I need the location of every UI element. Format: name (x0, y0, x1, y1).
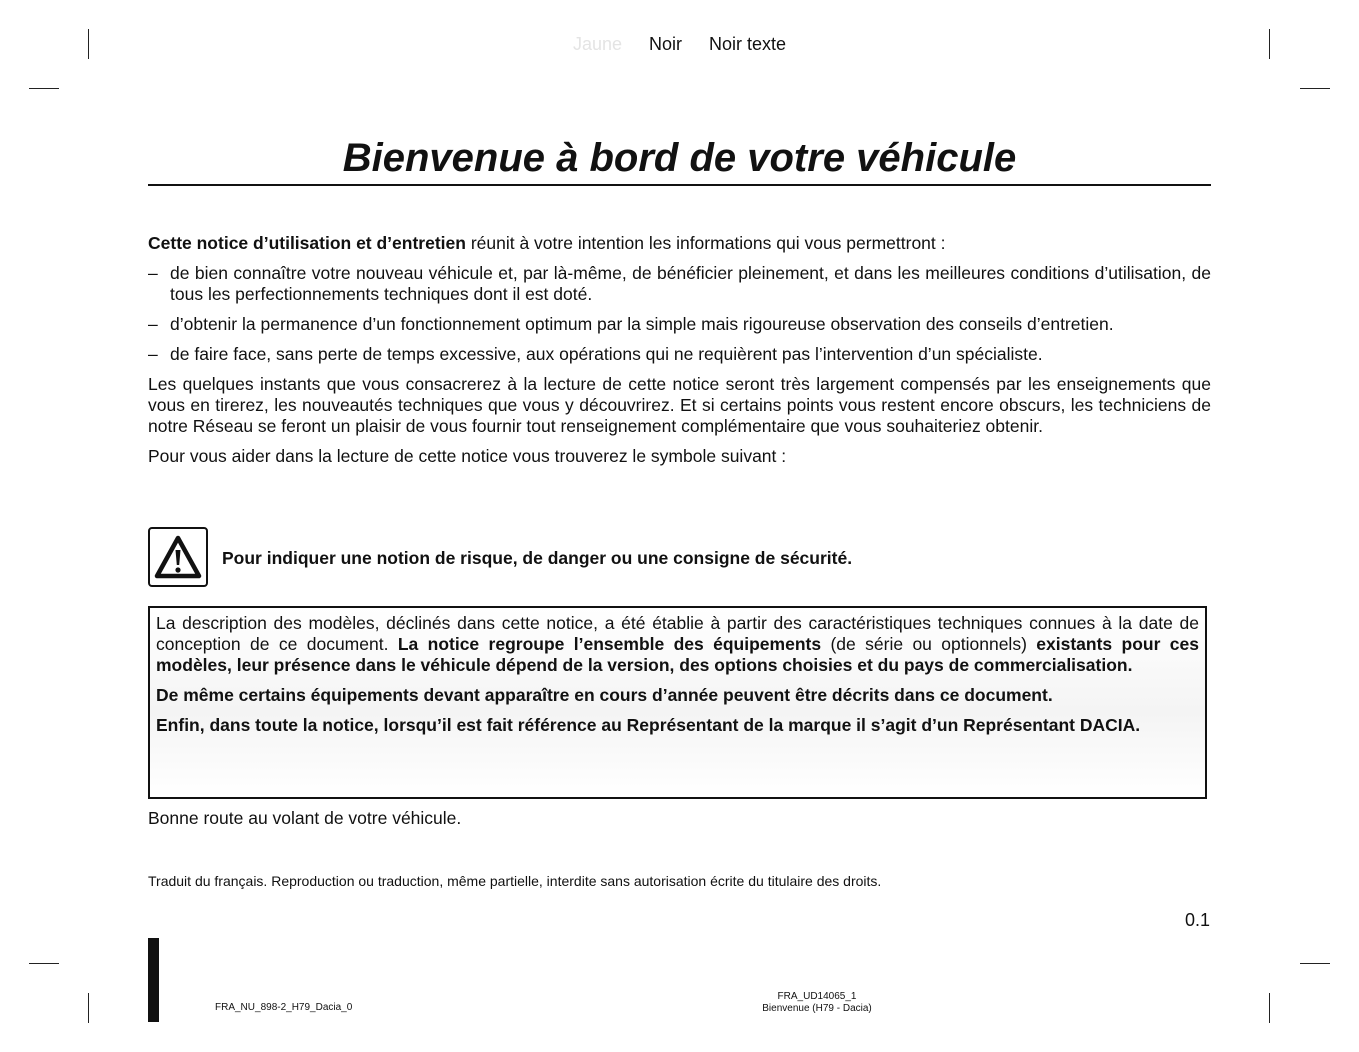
bullet-dash: – (148, 263, 158, 283)
bullet-dash: – (148, 344, 158, 364)
intro-paragraph (148, 233, 1211, 254)
warning-triangle-icon (148, 527, 208, 587)
plate-label-jaune: Jaune (572, 34, 622, 54)
info-bold: De même certains équipements devant apparaître en cours d’année peuvent être décrits dans ce document. (156, 685, 1053, 705)
info-text: (de série ou optionnels) (821, 634, 1037, 654)
edge-marker-bar (148, 938, 159, 1022)
info-bold: existants pour ces modèles, leur présence dans le véhicule dépend de la version, des options choisies et du pays de commercialisation. (156, 634, 1199, 675)
bullet-text: de bien connaître votre nouveau véhicule et, par là-même, de bénéficier pleinement, et dans les meilleures conditions d’utilisation, de tous les perfectionnements techniques dont il est doté. (170, 263, 1211, 304)
plate-label-noir-texte: Noir texte (709, 34, 787, 54)
page-number: 0.1 (1184, 910, 1210, 930)
info-box-paragraph-1 (156, 613, 1199, 676)
list-item (148, 344, 1211, 365)
warning-legend-text: Pour indiquer une notion de risque, de danger ou une consigne de sécurité. (222, 548, 853, 568)
crop-mark-bottom-left-vertical (88, 993, 89, 1023)
list-item (148, 263, 1211, 305)
intro-rest: réunit à votre intention les informations qui vous permettront : (465, 233, 946, 253)
crop-mark-bottom-right-horizontal (1300, 963, 1330, 964)
footer-section-code: FRA_UD14065_1 (777, 991, 857, 1002)
body-text (148, 233, 1211, 476)
footer-section-info (717, 991, 917, 1015)
footer-document-code: FRA_NU_898-2_H79_Dacia_0 (215, 1002, 353, 1013)
crop-mark-top-left-horizontal (29, 88, 59, 89)
paragraph-symbol: Pour vous aider dans la lecture de cette notice vous trouverez le symbole suivant : (148, 446, 787, 466)
plate-label-noir: Noir (649, 34, 683, 54)
bullet-list (148, 263, 1211, 365)
bullet-dash: – (148, 314, 158, 334)
info-box (148, 606, 1207, 799)
plate-labels (0, 34, 1359, 55)
bullet-text: de faire face, sans perte de temps excessive, aux opérations qui ne requièrent pas l’intervention d’un spécialiste. (170, 344, 1043, 364)
info-bold: La notice regroupe l’ensemble des équipements (397, 634, 822, 654)
closing-line: Bonne route au volant de votre véhicule. (148, 808, 462, 828)
info-box-paragraph-3 (156, 715, 1199, 736)
info-box-paragraph-2 (156, 685, 1199, 706)
info-bold: Enfin, dans toute la notice, lorsqu’il est fait référence au Représentant de la marque il s’agit d’un Représentant DACIA. (156, 715, 1141, 735)
warning-legend (148, 527, 1211, 587)
crop-mark-top-right-horizontal (1300, 88, 1330, 89)
crop-mark-bottom-left-horizontal (29, 963, 59, 964)
intro-bold: Cette notice d’utilisation et d’entretien (148, 233, 466, 253)
paragraph-instants: Les quelques instants que vous consacrerez à la lecture de cette notice seront très largement compensés par les enseignements que vous en tirerez, les nouveautés techniques que vous y découvrirez. Et si certains points vous restent encore obscurs, les techniciens de notre Réseau se feront un plaisir de vous fournir tout renseignement complémentaire que vous souhaiteriez obtenir. (148, 374, 1211, 436)
bullet-text: d’obtenir la permanence d’un fonctionnement optimum par la simple mais rigoureuse observation des conseils d’entretien. (170, 314, 1114, 334)
list-item (148, 314, 1211, 335)
crop-mark-bottom-right-vertical (1269, 993, 1270, 1023)
title-underline (148, 184, 1211, 186)
page-title: Bienvenue à bord de votre véhicule (342, 136, 1017, 180)
copyright-notice: Traduit du français. Reproduction ou traduction, même partielle, interdite sans autorisation écrite du titulaire des droits. (148, 873, 882, 889)
footer-section-label: Bienvenue (H79 - Dacia) (762, 1003, 872, 1014)
info-text: La description des modèles, déclinés dans cette notice, a été établie à partir des caractéristiques techniques connues à la date de conception de ce document. (156, 613, 1199, 654)
